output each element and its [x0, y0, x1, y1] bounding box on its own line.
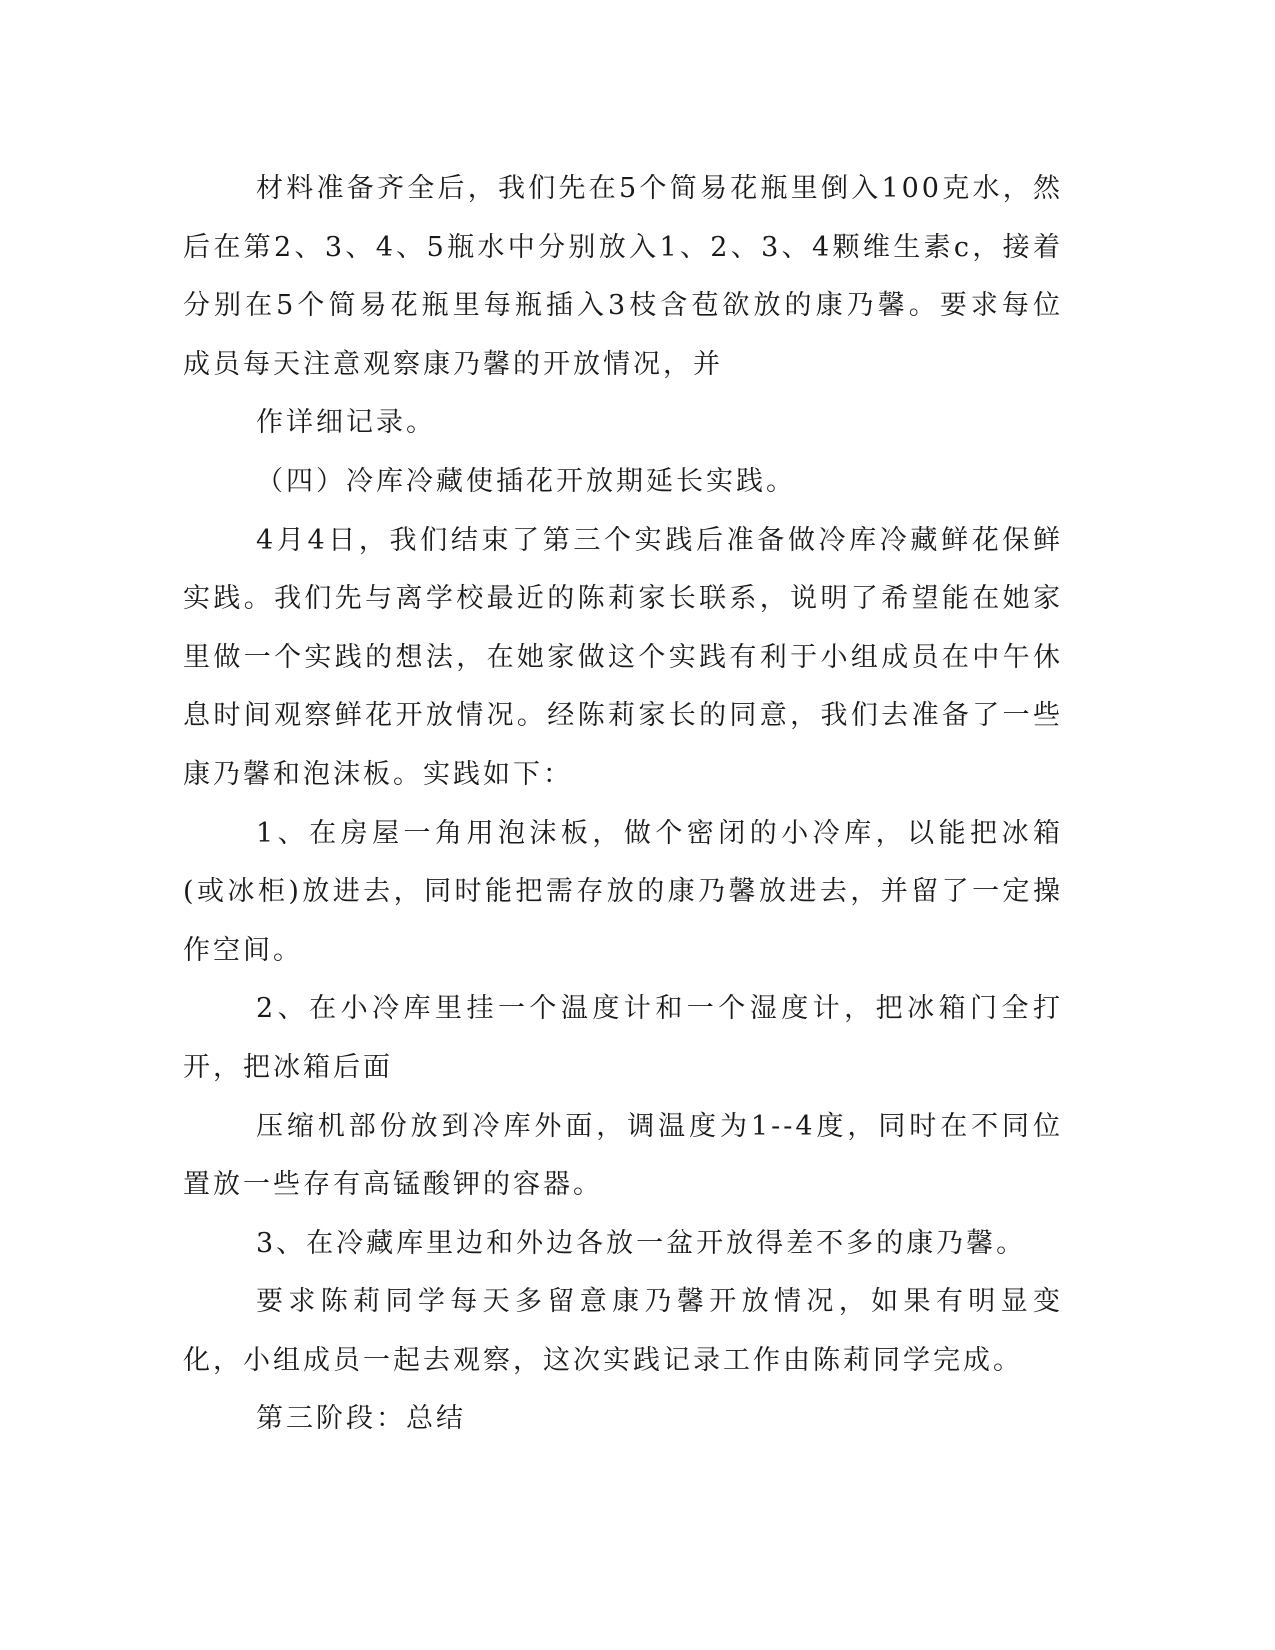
- paragraph-step-3: 3、在冷藏库里边和外边各放一盆开放得差不多的康乃馨。: [256, 1227, 1027, 1259]
- paragraph-step-1: 1、在房屋一角用泡沫板，做个密闭的小冷库，以能把冰箱(或冰柜)放进去，同时能把需存放的康乃馨放进去，并留了一定操作空间。: [183, 817, 1063, 966]
- paragraph-april-4: 4月4日，我们结束了第三个实践后准备做冷库冷藏鲜花保鲜实践。我们先与离学校最近的陈莉家长联系，说明了希望能在她家里做一个实践的想法，在她家做这个实践有利于小组成员在中午休息时间观察鲜花开放情况。经陈莉家长的同意，我们去准备了一些康乃馨和泡沫板。实践如下：: [183, 524, 1063, 790]
- paragraph-step-2-continued: 压缩机部份放到冷库外面，调温度为1--4度，同时在不同位置放一些存有高锰酸钾的容器。: [183, 1110, 1063, 1201]
- paragraph-observation-requirement: 要求陈莉同学每天多留意康乃馨开放情况，如果有明显变化，小组成员一起去观察，这次实践记录工作由陈莉同学完成。: [183, 1286, 1063, 1376]
- paragraph-record-note: 作详细记录。: [256, 407, 436, 439]
- document-body: [183, 160, 1063, 1449]
- paragraph-step-2: 2、在小冷库里挂一个温度计和一个湿度计，把冰箱门全打开，把冰箱后面: [183, 993, 1063, 1083]
- section-heading-cold-storage: （四）冷库冷藏使插花开放期延长实践。: [256, 465, 796, 497]
- paragraph-vase-preparation: 材料准备齐全后，我们先在5个简易花瓶里倒入100克水，然后在第2、3、4、5瓶水中分别放入1、2、3、4颗维生素c，接着分别在5个简易花瓶里每瓶插入3枝含苞欲放的康乃馨。要求每位成员每天注意观察康乃馨的开放情况，并: [183, 173, 1063, 380]
- section-heading-stage-three: 第三阶段：总结: [256, 1403, 466, 1435]
